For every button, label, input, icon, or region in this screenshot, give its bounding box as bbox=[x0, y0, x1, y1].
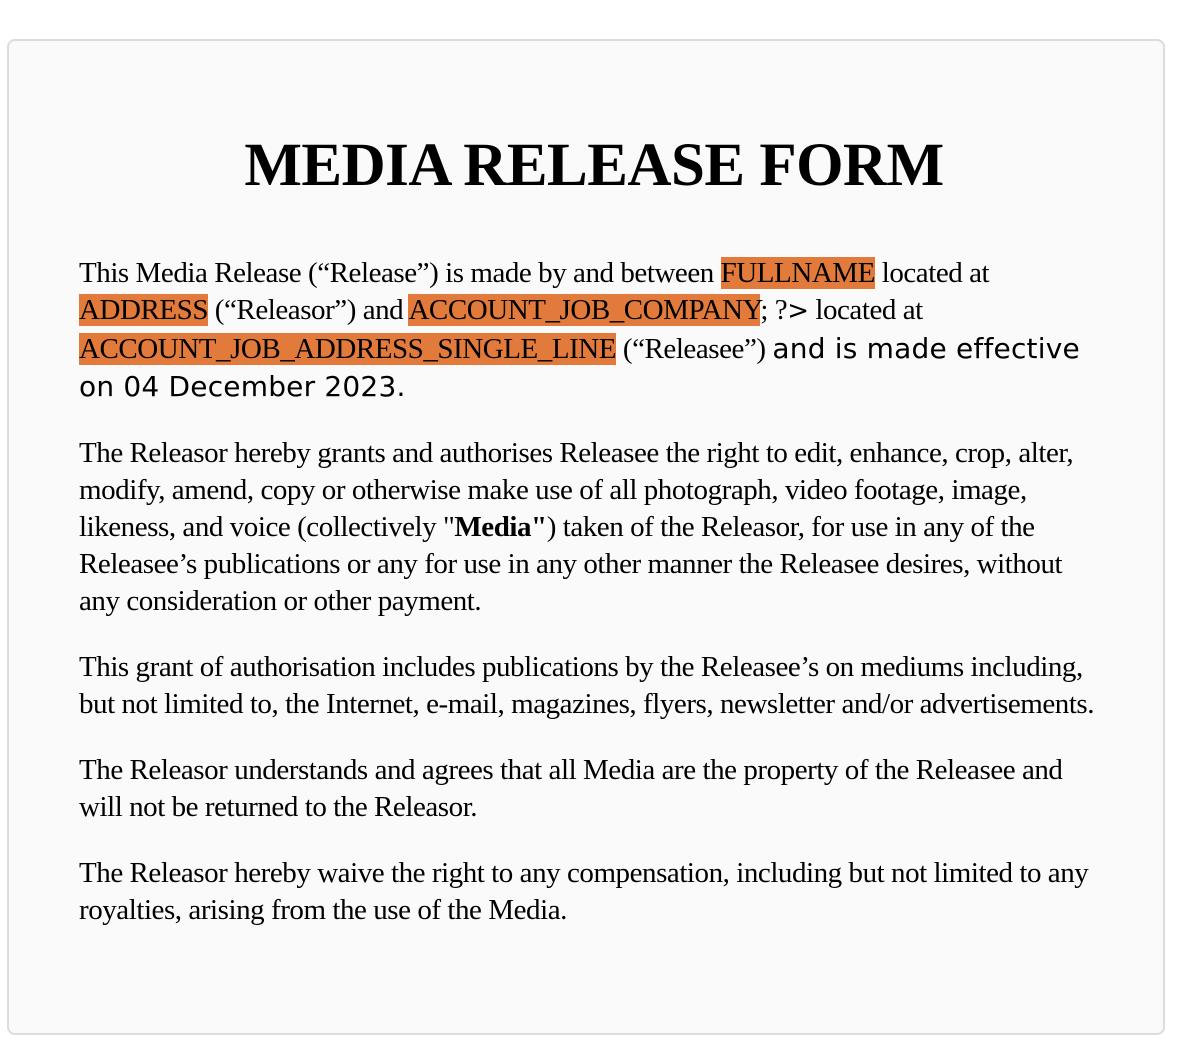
document-card bbox=[7, 39, 1165, 1035]
intro-text-3: (“Releasor”) and bbox=[208, 294, 409, 326]
grant-text-1: The Releasor hereby grants and authorises Releasee the right to edit, enhance, crop, alter, modify, amend, copy or otherwise make use of all photograph, video footage, image, likeness, and voice (collectively " bbox=[79, 437, 1074, 543]
property-paragraph: The Releasor understands and agrees that all Media are the property of the Releasee and will not be returned to the Releasor. bbox=[79, 754, 1063, 823]
company-placeholder: ACCOUNT_JOB_COMPANY bbox=[408, 294, 761, 326]
intro-text-6: located at bbox=[808, 294, 923, 326]
intro-text-1: This Media Release (“Release”) is made by and between bbox=[79, 257, 721, 289]
intro-paragraph bbox=[79, 255, 1109, 406]
fullname-placeholder: FULLNAME bbox=[720, 257, 875, 289]
grant-paragraph bbox=[79, 435, 1109, 620]
media-term: Media" bbox=[454, 511, 547, 543]
intro-text-4: ; ? bbox=[760, 294, 788, 326]
intro-text-7: (“Releasee”) bbox=[616, 333, 773, 365]
intro-stray-symbol: > bbox=[787, 296, 809, 326]
effective-date-text: and is made effective on 04 December 2023. bbox=[79, 332, 1080, 403]
document-title: MEDIA RELEASE FORM bbox=[244, 132, 944, 199]
address-placeholder: ADDRESS bbox=[79, 294, 208, 326]
grant-text-2: ) taken of the Releasor, for use in any of the Releasee’s publications or any for use in any other manner the Releasee desires, without any consideration or other payment. bbox=[79, 511, 1063, 617]
waiver-paragraph: The Releasor hereby waive the right to any compensation, including but not limited to any royalties, arising from the use of the Media. bbox=[79, 857, 1089, 926]
intro-text-2: located at bbox=[874, 257, 990, 289]
company-address-placeholder: ACCOUNT_JOB_ADDRESS_SINGLE_LINE bbox=[79, 333, 617, 365]
release-document bbox=[79, 129, 1109, 958]
authorisation-paragraph: This grant of authorisation includes publications by the Releasee’s on mediums including, but not limited to, the Internet, e-mail, magazines, flyers, newsletter and/or advertisements. bbox=[79, 651, 1095, 720]
